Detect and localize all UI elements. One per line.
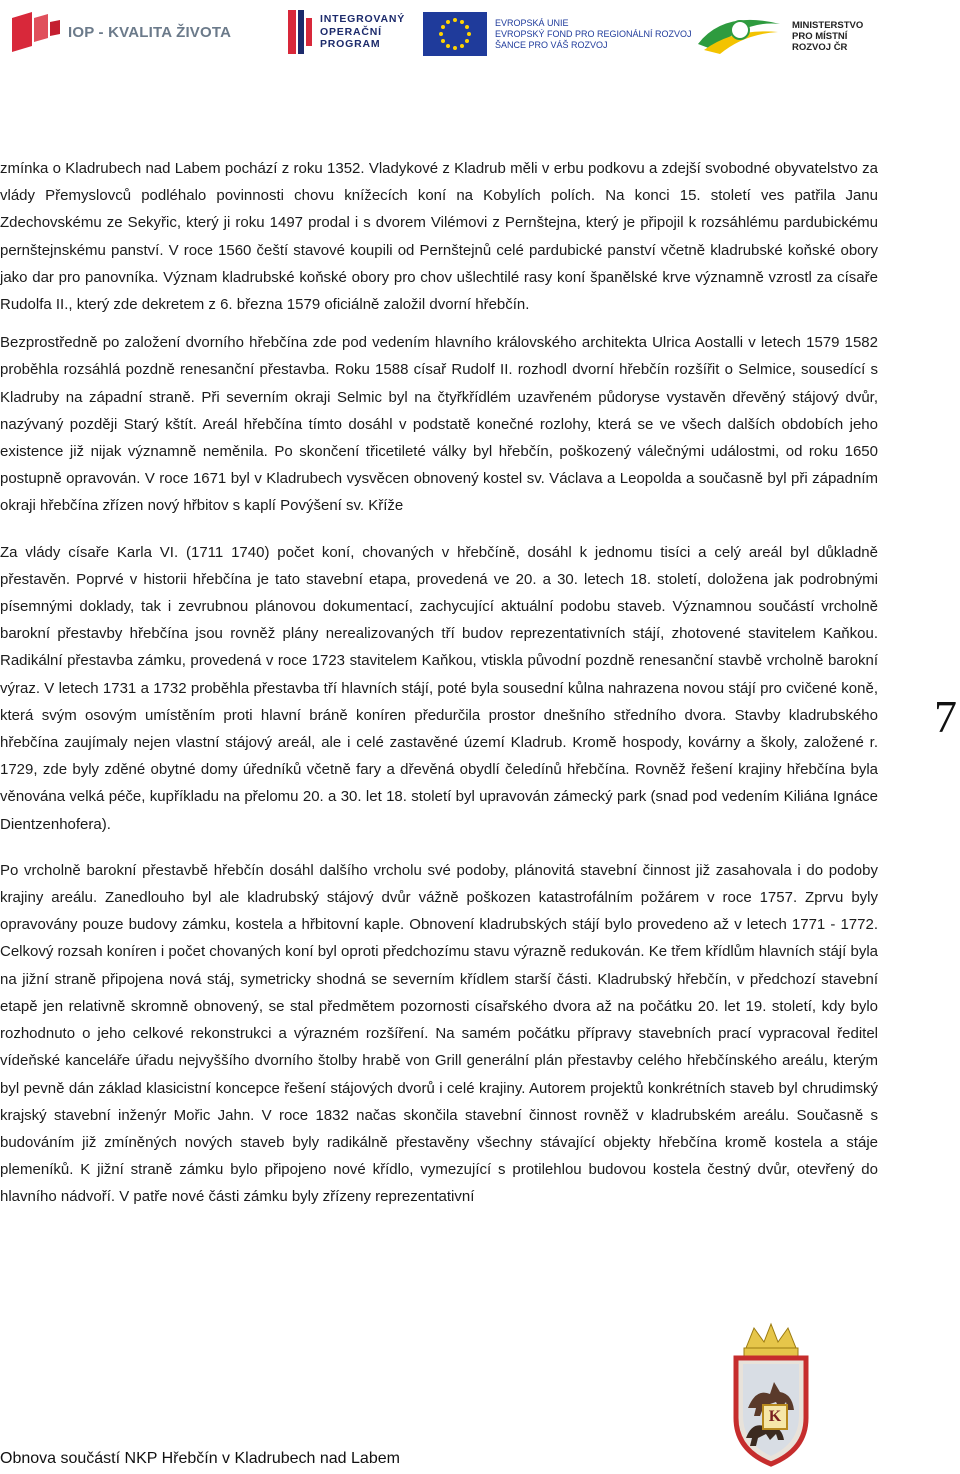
- paragraph-4: Po vrcholně barokní přestavbě hřebčín dosáhl dalšího vrcholu své podoby, plánovitá stavební činnost již zasahovala i do podoby krajiny areálu. Zanedlouho byl ale kladrubský stájový dvůr vážně poškozen katastrofálním požárem v roce 1757. Zprvu byly opravovány pouze budovy zámku, kostela a hřbitovní kaple. Obnovení kladrubských stájí bylo provedeno až v letech 1771 - 1772. Celkový rozsah koníren i počet chovaných koní byl oproti předchozímu stavu výrazně redukován. Ke třem křídlům hlavních stájí byla na jižní straně připojena nová stáj, symetricky shodná se severním křídlem starší části. Kladrubský hřebčín, v předchozí stavební etapě jen relativně skromně obnovený, se stal předmětem pozornosti císařského dvora až na počátku 20. let 19. století, kdy bylo rozhodnuto o jeho celkové rekonstrukci a výrazném rozšíření. Na samém počátku přípravy stavebních prací vypracoval ředitel vídeňské kanceláře úřadu nejvyššího dvorního štolby hrabě von Grill generální plán přestavby celého hřebčínského areálu, kterým byl pevně dán základ klasicistní koncepce řešení stájových dvorů i celé krajiny. Autorem projektů konkrétních staveb byl chrudimský krajský stavební inženýr Mořic Jahn. V roce 1832 načas skončila stavební činnost rovněž v kladrubském areálu. Současně s budováním již zmíněných nových staveb byly radikálně přestavěny všechny stávající objekty hřebčína kromě kostela a stáje plemeníků. K jižní straně zámku bylo připojeno nové křídlo, vymezující s protilehlou budovou kostela čestný dvůr, otevřený do hlavního nádvoří. V patře nové části zámku byly zřízeny reprezentativní: [0, 861, 878, 1206]
- paragraph-2: Bezprostředně po založení dvorního hřebčína zde pod vedením hlavního královského architekta Ulrica Aostalli v letech 1579 1582 proběhla rozsáhlá pozdně renesanční přestavba. Roku 1588 císař Rudolf II. rozhodl dvorní hřebčín rozšířit o Selmice, sousedící s Kladruby na západní straně. Při severním okraji Selmic byl na čtyřkřídlém uzavřeném půdoryse vystavěn dřevěný stájový dvůr, nazývaný později Starý kštít. Areál hřebčína tímto dosáhl v podstatě konečné rozlohy, která se ve všech dalších obdobích jeho existence již nijak významně neměnila. Po skončení třicetileté války byl hřebčín, poškozený válečnými událostmi, od roku 1650 postupně opravován. V roce 1671 byl v Kladrubech vysvěcen obnovený kostel sv. Václava a Leopolda a současně byl při západním okraji hřebčína zřízen nový hřbitov s kaplí Povýšení sv. Kříže: [0, 334, 878, 515]
- footer-title: Obnova součástí NKP Hřebčín v Kladrubech nad Labem: [0, 1450, 400, 1467]
- mmr-logo: [694, 10, 863, 63]
- eu-flag-icon: [423, 12, 487, 56]
- iop-logo: [12, 12, 231, 52]
- eu-label: EVROPSKÁ UNIE EVROPSKÝ FOND PRO REGIONÁLNÍ ROZVOJ ŠANCE PRO VÁŠ ROZVOJ: [495, 17, 692, 50]
- mmr-label: MINISTERSTVO PRO MÍSTNÍ ROZVOJ ČR: [792, 20, 864, 53]
- integrovany-mark-icon: [288, 10, 314, 54]
- kladruby-crest-icon: [716, 1318, 826, 1468]
- crest-letter: K: [762, 1404, 788, 1430]
- document-body: [0, 155, 878, 1211]
- eu-logo: [423, 12, 692, 56]
- paragraph-3: Za vlády císaře Karla VI. (1711 1740) počet koní, chovaných v hřebčíně, dosáhl k jednomu tisíci a celý areál byl důkladně přestavěn. Poprvé v historii hřebčína je tato stavební etapa, provedená ve 20. a 30. letech 18. století, doložena jak podrobnými písemnými doklady, tak i zevrubnou plánovou dokumentací, zachycující aktuální podobu staveb. Významnou součástí vrcholně barokní přestavby hřebčína jsou rovněž plány nerealizovaných tří budov reprezentativních stájí, zhotovené stavitelem Kaňkou. Radikální přestavba zámku, provedená v roce 1723 stavitelem Kaňkou, vtiskla původní pozdně renesanční stavbě vrcholně barokní výraz. V letech 1731 a 1732 proběhla přestavba tří hlavních stájí, poté byla sousední kůlna nahrazena novou stájí pro cvičené koně, která svým osovým umístěním proti hlavní bráně koníren předurčila prostor dnešního středního dvora. Stavby kladrubského hřebčína zaujímaly nejen vlastní stájový areál, ale i celé zastavěné území Kladrub. Kromě hospody, kovárny a školy, založené r. 1729, zde byly zděné obytné domy úředníků včetně fary a dřevěná obydlí čeledínů hřebčína. Rovněž řešení krajiny hřebčína byla věnována velká péče, kupříkladu na přelomu 20. a 30. let 18. století byl upravován zámecký park (snad pod vedením Kiliána Ignáce Dientzenhofera).: [0, 543, 878, 833]
- iop-mark-icon: [12, 12, 62, 52]
- paragraph-1: zmínka o Kladrubech nad Labem pochází z roku 1352. Vladykové z Kladrub měli v erbu podkovu a zdejší svobodné obyvatelstvo za vlády Přemyslovců podléhalo povinnosti chovu knížecích koní na Kobylích polích. Na konci 15. století ves patřila Janu Zdechovskému ze Sekyřic, který ji roku 1497 prodal i s dvorem Vilémovi z Pernštejna, který je připojil k rozsáhlému pardubickému pernštejnskému panství. V roce 1560 čeští stavové koupili od Pernštejnů celé pardubické panství včetně kladrubské koňské obory jako dar pro panovníka. Význam kladrubské koňské obory pro chov ušlechtilé rasy koní španělské krve významně vzrostl za císaře Rudolfa II., který zde dekretem z 6. března 1579 oficiálně založil dvorní hřebčín.: [0, 160, 878, 314]
- page-number: 7: [934, 691, 957, 742]
- integrovany-program-logo: [288, 10, 405, 54]
- mmr-emblem-icon: [694, 10, 784, 63]
- iop-label: IOP - KVALITA ŽIVOTA: [68, 23, 232, 41]
- header-logo-bar: [0, 0, 960, 70]
- integrovany-label: INTEGROVANÝ OPERAČNÍ PROGRAM: [320, 13, 406, 51]
